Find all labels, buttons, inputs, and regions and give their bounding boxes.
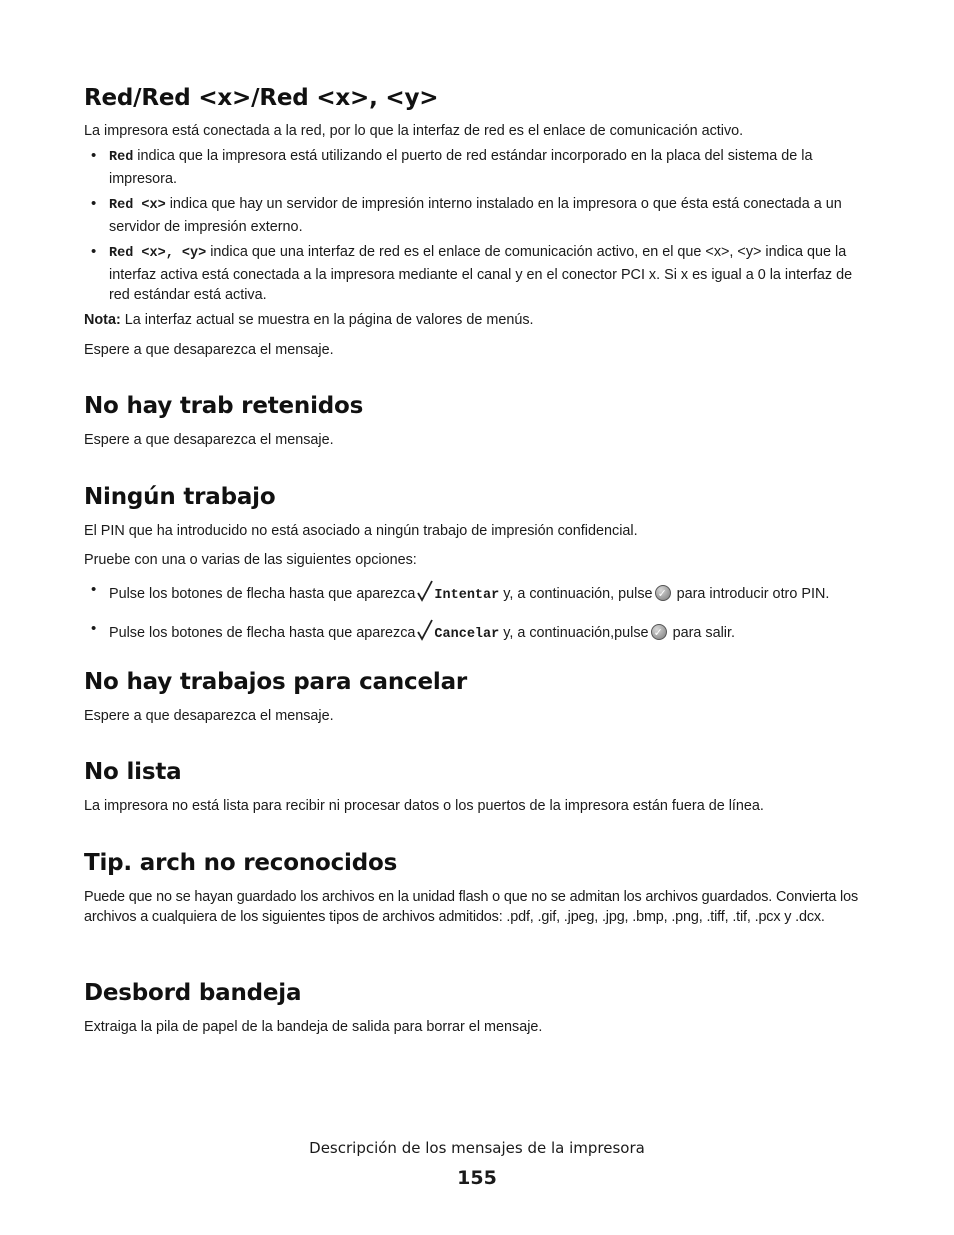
list-item: • Red <x> indica que hay un servidor de impresión interno instalado en la impresora o que ésta está conectada a un servidor de impresión externo.	[91, 195, 842, 235]
code-red-x: Red <x>	[109, 198, 166, 213]
code-cancelar: Cancelar	[434, 626, 500, 642]
list-item: • Red indica que la impresora está utilizando el puerto de red estándar incorporado en la placa del sistema de la impresora.	[91, 147, 813, 187]
tip-arch-text: Puede que no se hayan guardado los archivos en la unidad flash o que no se admitan los archivos guardados. Convierta los archivos a cualquiera de los siguientes tipos de archivos admitidos: .pdf, .gif, .jpeg, .jpg, .bmp, .png, .tiff, .tif, .pcx y .dcx.	[84, 889, 859, 925]
page-number: 155	[457, 1167, 497, 1189]
section-heading-no-lista: No lista	[84, 759, 182, 785]
ningun-bullet-list	[84, 580, 870, 645]
ningun-p2: Pruebe con una o varias de las siguientes opciones:	[84, 552, 417, 568]
code-intentar: Intentar	[434, 588, 500, 603]
desbord-text: Extraiga la pila de papel de la bandeja de salida para borrar el mensaje.	[84, 1019, 543, 1035]
select-button-icon	[655, 585, 671, 601]
red-intro: La impresora está conectada a la red, por lo que la interfaz de red es el enlace de comunicación activo.	[84, 123, 744, 139]
section-heading-no-hay-trab: No hay trab retenidos	[84, 393, 364, 419]
no-cancelar-wait: Espere a que desaparezca el mensaje.	[84, 708, 334, 724]
section-heading-tip-arch: Tip. arch no reconocidos	[84, 850, 398, 876]
checkmark-icon	[417, 580, 433, 602]
section-heading-no-cancelar: No hay trabajos para cancelar	[84, 669, 468, 695]
list-item: • Pulse los botones de flecha hasta que aparezca Cancelar y, a continuación,pulse✓ para salir.	[84, 619, 870, 646]
red-note: Nota: La interfaz actual se muestra en la página de valores de menús.	[84, 312, 534, 328]
no-lista-text: La impresora no está lista para recibir ni procesar datos o los puertos de la impresora están fuera de línea.	[84, 798, 764, 814]
ningun-p1: El PIN que ha introducido no está asociado a ningún trabajo de impresión confidencial.	[84, 523, 638, 539]
red-wait: Espere a que desaparezca el mensaje.	[84, 342, 334, 358]
red-bullet-list	[84, 146, 870, 306]
code-red: Red	[109, 150, 134, 165]
note-label: Nota:	[84, 312, 121, 328]
section-heading-desbord: Desbord bandeja	[84, 980, 302, 1006]
checkmark-icon	[417, 619, 433, 641]
section-heading-ningun-trabajo: Ningún trabajo	[84, 484, 276, 510]
list-item: • Red <x>, <y> indica que una interfaz de red es el enlace de comunicación activo, en el que <x>, <y> indica que la interfaz activa está conectada a la impresora mediante el canal y en el conector PCI x. Si x es igual a 0 la interfaz de red estándar está activa.	[91, 243, 853, 303]
section-heading-red: Red/Red <x>/Red <x>, <y>	[84, 85, 439, 111]
list-item: • Pulse los botones de flecha hasta que aparezca Intentar y, a continuación, pulse✓ para introducir otro PIN.	[84, 580, 870, 607]
code-red-x-y: Red <x>, <y>	[109, 246, 207, 261]
select-button-icon	[651, 624, 667, 640]
footer-title: Descripción de los mensajes de la impresora	[309, 1139, 645, 1157]
no-hay-trab-wait: Espere a que desaparezca el mensaje.	[84, 432, 334, 448]
